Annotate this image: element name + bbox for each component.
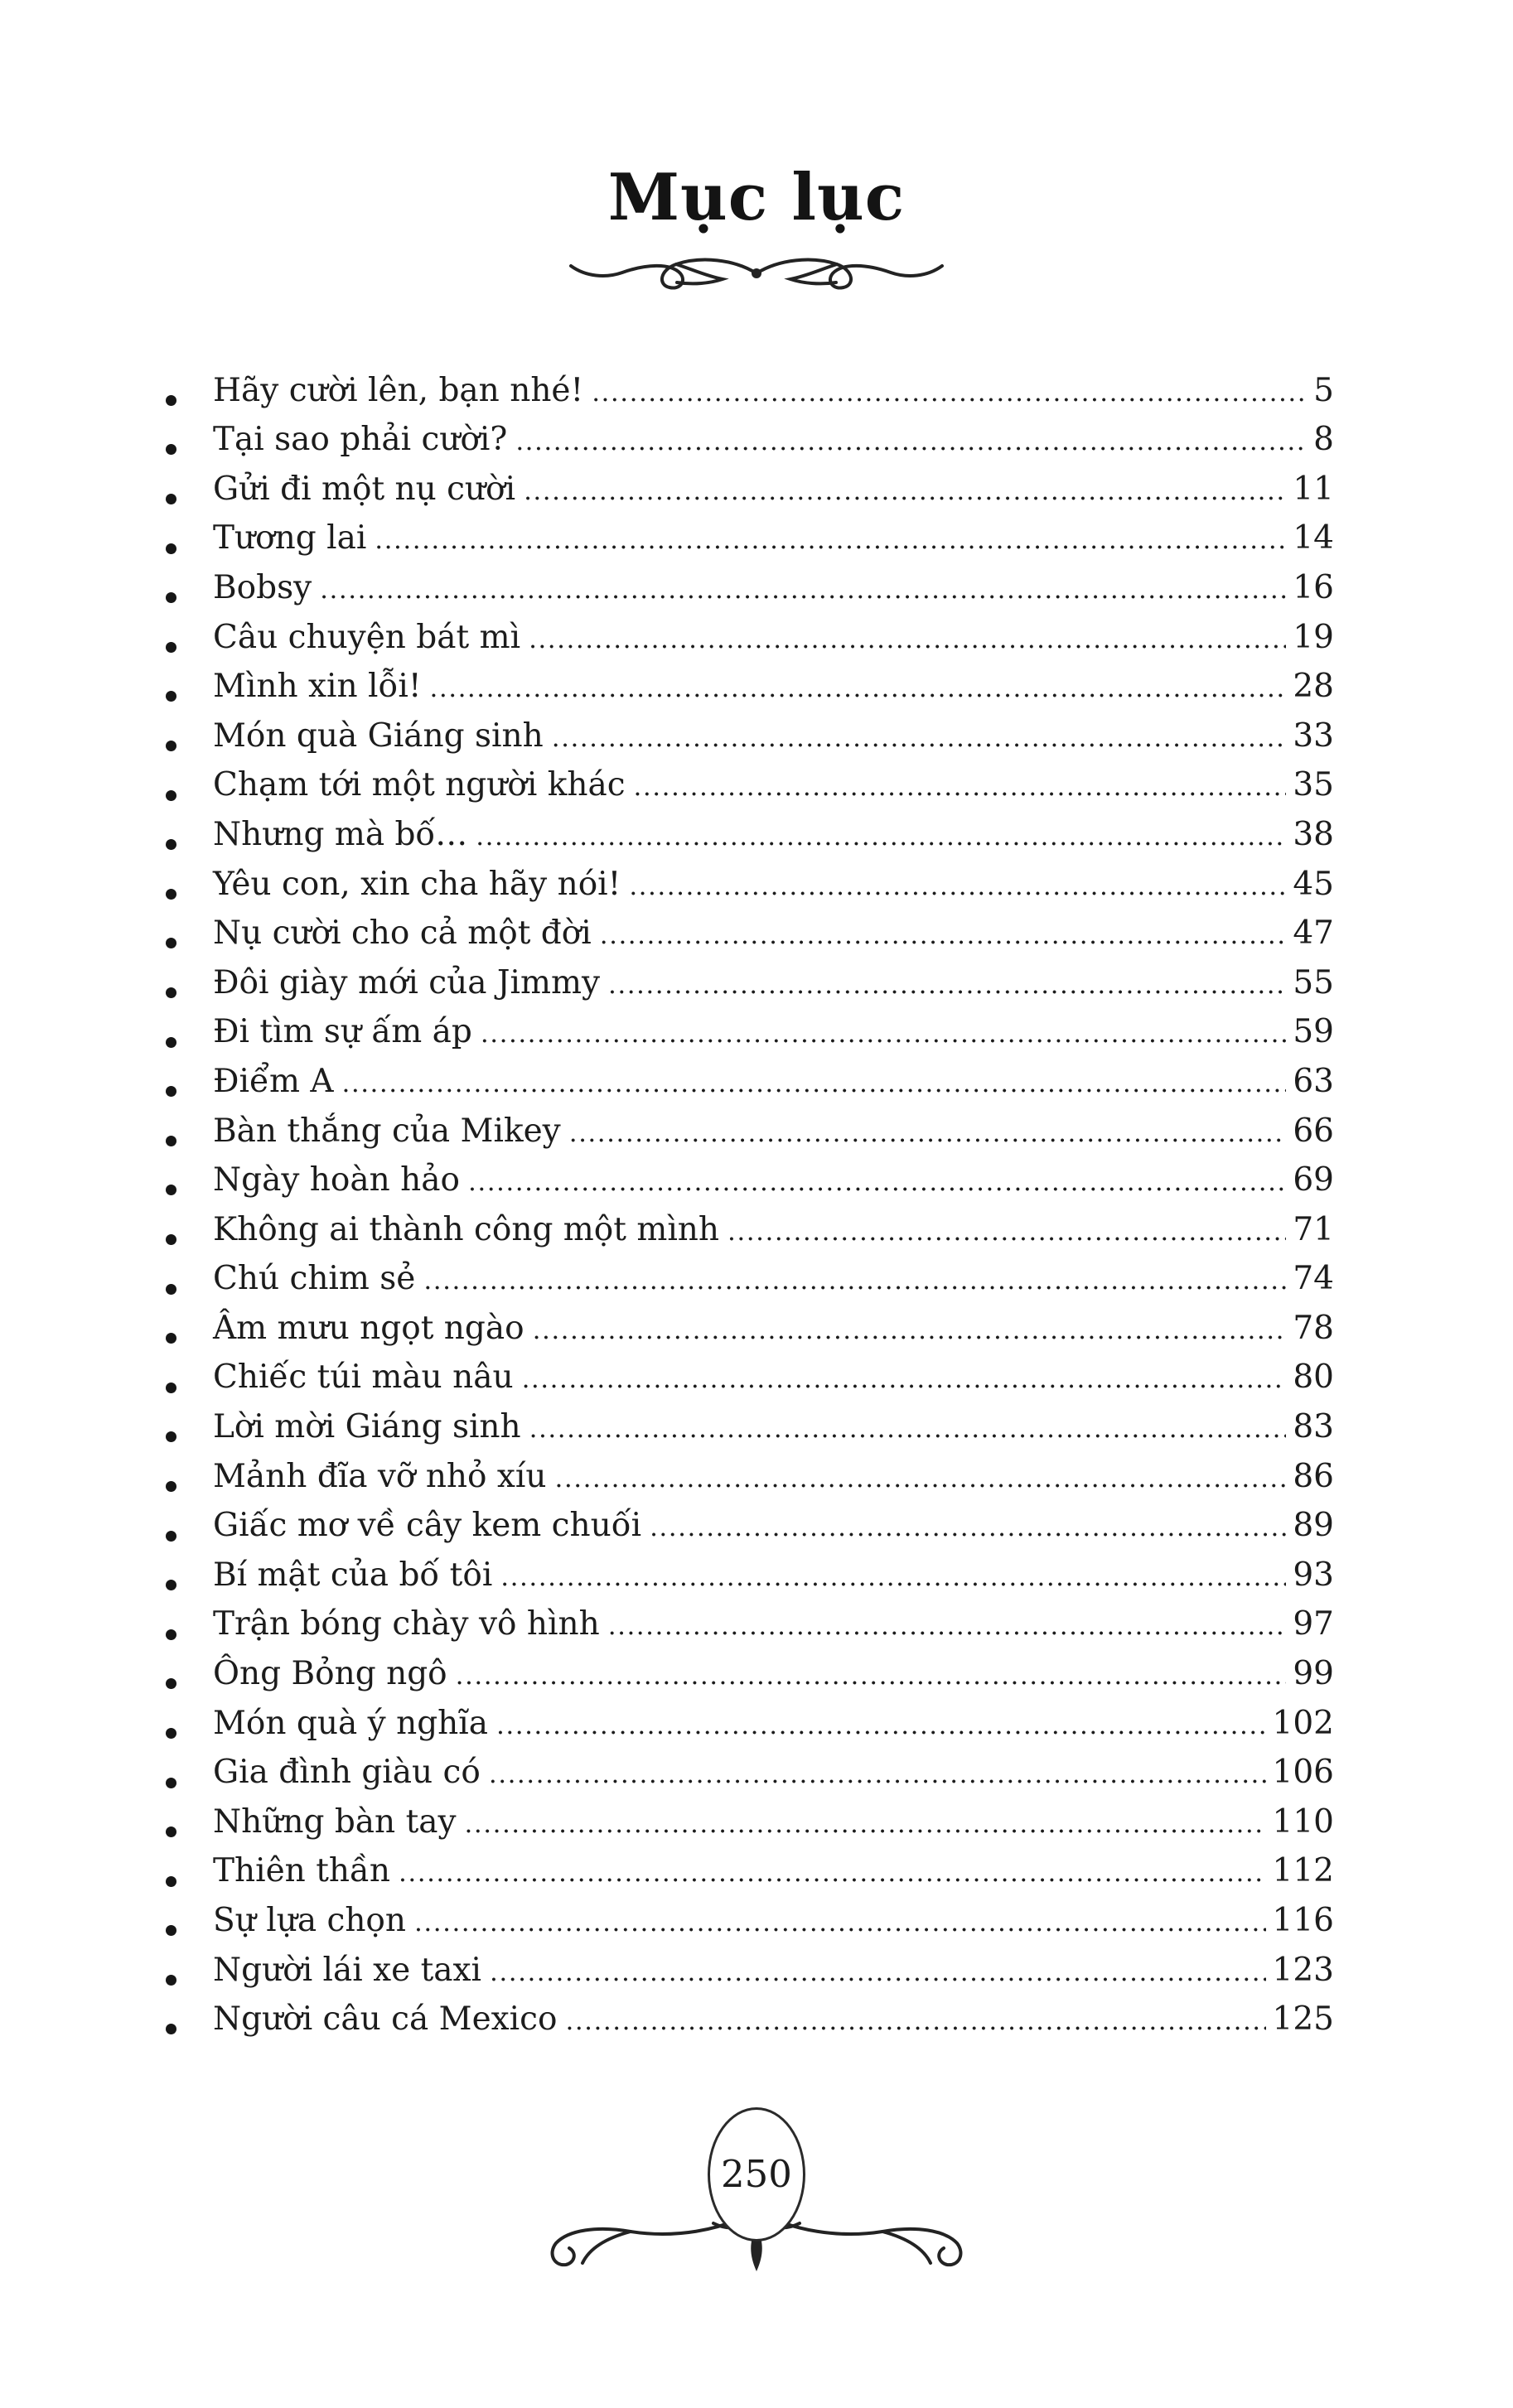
toc-entry [166,1161,1334,1214]
toc-entry [166,470,1334,523]
bullet-icon [166,642,176,653]
dot-leader [524,479,1286,504]
toc-entry [166,1262,1334,1312]
toc-entry-title: Trận bóng chày vô hình [213,1605,600,1643]
toc-entry [166,2000,1334,2053]
bullet-icon [166,889,176,900]
toc-entry-title: Những bàn tay [213,1802,457,1841]
dot-leader [533,1318,1287,1344]
toc-entry [166,1210,1334,1263]
dot-leader [456,1663,1287,1689]
toc-entry-title: Chú chim sẻ [213,1260,416,1298]
dot-leader [552,726,1287,751]
dot-leader [481,1021,1286,1047]
toc-entry-title: Bí mật của bố tôi [213,1556,493,1594]
bullet-icon [166,1975,176,1986]
toc-entry-title: Nhưng mà bố… [213,815,468,853]
toc-entry-title: Món quà Giáng sinh [213,717,544,755]
toc-entry-title: Bàn thắng của Mikey [213,1112,561,1150]
page-title: Mục lục [607,160,906,235]
bullet-icon [166,1383,176,1393]
toc-entry [166,670,1334,720]
toc-entry [166,371,1334,424]
toc-entry-title: Món quà ý nghĩa [213,1704,489,1742]
toc-entry [166,1904,1334,1954]
toc-entry [166,618,1334,671]
toc-entry-page: 125 [1272,2000,1334,2039]
toc-entry-page: 14 [1293,519,1334,557]
dot-leader [399,1860,1266,1886]
bullet-icon [166,1234,176,1245]
toc-entry-title: Câu chuyện bát mì [213,618,521,656]
toc-entry-page: 19 [1293,618,1334,656]
toc-entry [166,1655,1334,1707]
bullet-icon [166,741,176,751]
toc-entry-page: 63 [1293,1062,1334,1100]
bullet-icon [166,1333,176,1344]
toc-entry-page: 110 [1272,1802,1334,1841]
toc-entry-title: Sự lựa chọn [213,1902,407,1939]
toc-entry-title: Chiếc túi màu nâu [213,1358,514,1397]
toc-entry [166,423,1334,473]
toc-entry-page: 33 [1293,717,1334,755]
dot-leader [529,627,1286,653]
toc-entry-title: Người lái xe taxi [213,1951,482,1989]
toc-entry-title: Tương lai [213,519,367,557]
toc-entry-title: Nụ cười cho cả một đời [213,914,592,953]
bullet-icon [166,1136,176,1146]
dot-leader [555,1466,1287,1492]
dot-leader [468,1170,1286,1195]
dot-leader [375,528,1286,553]
page-number-ornament [708,2107,805,2242]
toc-entry-page: 16 [1293,568,1334,606]
toc-entry [166,1112,1334,1165]
toc-entry-title: Không ai thành công một mình [213,1210,720,1248]
bullet-icon [166,1876,176,1887]
dot-leader [515,429,1307,455]
bullet-icon [166,1925,176,1936]
dot-leader [465,1812,1266,1837]
toc-entry-page: 28 [1293,668,1334,706]
bullet-icon [166,1481,176,1492]
toc-entry-title: Gửi đi một nụ cười [213,470,516,508]
toc-entry-page: 80 [1293,1358,1334,1397]
page-footer [0,2107,1513,2291]
bullet-icon [166,1431,176,1442]
toc-entry-title: Ông Bỏng ngô [213,1655,447,1693]
bullet-icon [166,938,176,948]
bullet-icon [166,790,176,801]
toc-entry [166,1358,1334,1411]
dot-leader [430,676,1287,702]
toc-entry-title: Bobsy [213,568,312,606]
toc-entry-page: 71 [1293,1210,1334,1248]
toc-entry [166,1062,1334,1115]
toc-entry-page: 47 [1293,914,1334,953]
toc-entry-title: Đi tìm sự ấm áp [213,1013,472,1051]
toc-entry [166,1457,1334,1510]
bullet-icon [166,2024,176,2034]
toc-entry [166,815,1334,868]
title-flourish-ornament [562,249,951,302]
toc-entry-title: Giấc mơ về cây kem chuối [213,1507,642,1545]
dot-leader [490,1960,1266,1986]
toc-entry [166,914,1334,967]
toc-entry-page: 99 [1293,1655,1334,1693]
bullet-icon [166,1778,176,1788]
toc-entry [166,568,1334,621]
toc-entry [166,1556,1334,1609]
bullet-icon [166,444,176,455]
toc-entry [166,1802,1334,1855]
toc-entry [166,1756,1334,1806]
toc-entry-page: 5 [1313,371,1334,409]
dot-leader [608,972,1286,998]
dot-leader [489,1762,1266,1788]
toc-entry-page: 116 [1272,1902,1334,1939]
toc-entry [166,865,1334,918]
dot-leader [634,775,1287,800]
dot-leader [423,1268,1286,1294]
toc-entry-title: Ngày hoàn hảo [213,1161,460,1199]
toc-entry-title: Tại sao phải cười? [213,421,508,459]
toc-entry-page: 106 [1272,1754,1334,1792]
toc-entry-page: 112 [1272,1852,1334,1890]
dot-leader [727,1219,1286,1245]
bullet-icon [166,494,176,504]
toc-entry [166,717,1334,770]
toc-entry-title: Người câu cá Mexico [213,2000,558,2039]
dot-leader [522,1367,1287,1392]
toc-entry-page: 86 [1293,1457,1334,1495]
toc-list [0,371,1513,2053]
toc-entry [166,1013,1334,1065]
toc-entry-page: 69 [1293,1161,1334,1199]
toc-entry-page: 97 [1293,1605,1334,1643]
dot-leader [414,1910,1266,1936]
bullet-icon [166,395,176,406]
toc-entry-page: 59 [1293,1013,1334,1051]
bullet-icon [166,839,176,850]
bullet-icon [166,1037,176,1048]
bullet-icon [166,1678,176,1689]
toc-entry-title: Thiên thần [213,1852,391,1890]
toc-entry-page: 66 [1293,1112,1334,1150]
dot-leader [342,1071,1287,1097]
bullet-icon [166,1531,176,1542]
toc-entry-page: 78 [1293,1309,1334,1347]
toc-entry-title: Âm mưu ngọt ngào [213,1309,524,1347]
toc-entry-title: Điểm A [213,1062,334,1100]
toc-entry-page: 38 [1293,815,1334,853]
toc-entry [166,766,1334,818]
dot-leader [496,1713,1266,1739]
toc-entry-page: 74 [1293,1260,1334,1298]
toc-entry-title: Hãy cười lên, bạn nhé! [213,371,584,409]
toc-entry-title: Gia đình giàu có [213,1754,481,1792]
bullet-icon [166,1629,176,1640]
toc-entry-title: Chạm tới một người khác [213,766,626,804]
bullet-icon [166,1086,176,1097]
toc-entry-title: Yêu con, xin cha hãy nói! [213,865,621,903]
toc-entry [166,1605,1334,1658]
bullet-icon [166,691,176,702]
bullet-icon [166,987,176,998]
toc-entry-page: 45 [1293,865,1334,903]
toc-entry-page: 102 [1272,1704,1334,1742]
toc-entry [166,1309,1334,1362]
toc-entry [166,963,1334,1016]
bullet-icon [166,1284,176,1295]
toc-entry-page: 83 [1293,1408,1334,1446]
dot-leader [529,1416,1287,1442]
bullet-icon [166,592,176,603]
flourish-icon [562,249,951,302]
dot-leader [320,577,1286,603]
toc-entry-page: 89 [1293,1507,1334,1545]
dot-leader [592,380,1307,406]
toc-entry [166,1509,1334,1559]
toc-entry [166,1408,1334,1460]
dot-leader [650,1515,1286,1541]
dot-leader [569,1121,1287,1146]
toc-entry-title: Lời mời Giáng sinh [213,1408,521,1446]
toc-entry [166,1852,1334,1904]
toc-entry-page: 55 [1293,963,1334,1001]
toc-entry [166,1704,1334,1757]
bullet-icon [166,543,176,554]
toc-entry-title: Mình xin lỗi! [213,668,422,706]
toc-entry-page: 35 [1293,766,1334,804]
bullet-icon [166,1580,176,1590]
toc-entry-page: 8 [1313,421,1334,459]
dot-leader [629,874,1286,900]
toc-entry [166,1951,1334,2004]
dot-leader [500,1565,1286,1590]
toc-entry-title: Mảnh đĩa vỡ nhỏ xíu [213,1457,547,1495]
toc-entry [166,519,1334,572]
bullet-icon [166,1827,176,1837]
dot-leader [600,923,1287,948]
dot-leader [476,824,1286,850]
page-number: 250 [721,2152,792,2197]
toc-entry-page: 123 [1272,1951,1334,1989]
dot-leader [608,1614,1287,1639]
dot-leader [565,2009,1265,2034]
toc-entry-page: 11 [1293,470,1334,508]
bullet-icon [166,1728,176,1739]
toc-entry-title: Đôi giày mới của Jimmy [213,963,600,1001]
bullet-icon [166,1185,176,1195]
toc-entry-page: 93 [1293,1556,1334,1594]
